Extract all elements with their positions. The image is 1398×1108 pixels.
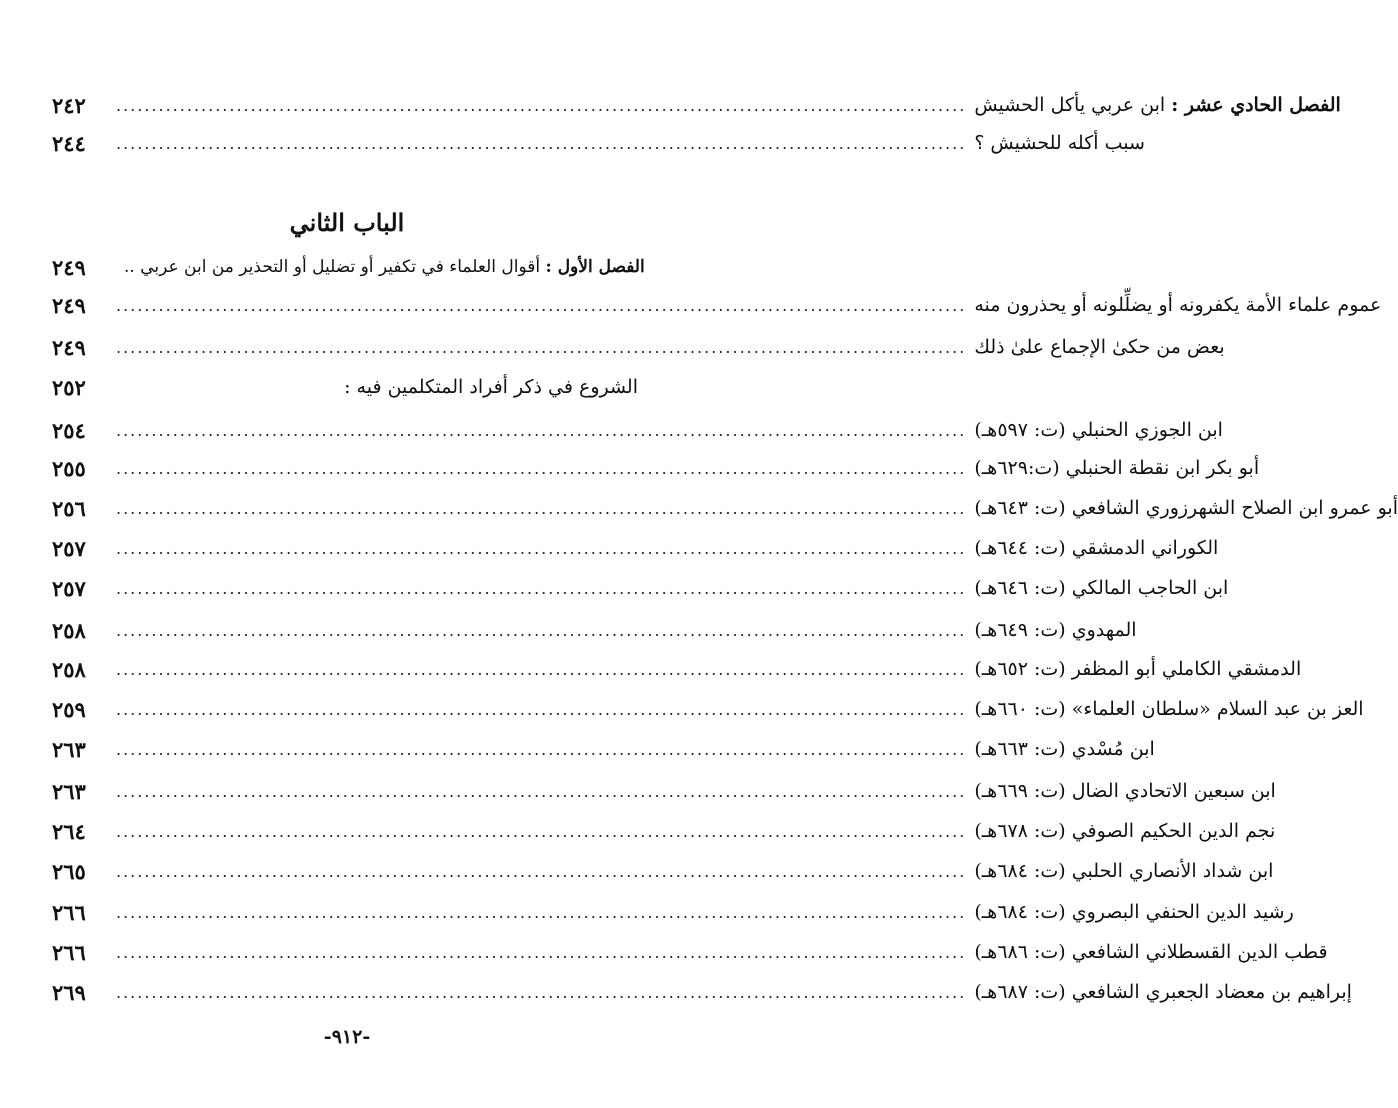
entry-title: أبو بكر ابن نقطة الحنبلي (ت:٦٢٩هـ) — [974, 457, 1260, 479]
toc-entry — [52, 812, 1276, 850]
entry-title: المهدوي (ت: ٦٤٩هـ) — [974, 619, 1137, 641]
page-footer-number: -٩١٢- — [323, 1026, 371, 1048]
toc-entry — [52, 569, 1229, 607]
page-number-ref: ٢٥٢ — [52, 374, 86, 400]
toc-entry — [52, 368, 638, 406]
page-number-ref: ٢٤٩ — [52, 254, 86, 280]
page-number-ref: ٢٦٩ — [52, 979, 86, 1005]
toc-entry — [52, 286, 1382, 324]
page-number-ref: ٢٤٤ — [52, 130, 86, 156]
toc-entry — [52, 973, 1352, 1011]
dot-leader: ........................................................................................................................ — [116, 337, 967, 357]
entry-title: ابن مُسْدي (ت: ٦٦٣هـ) — [974, 738, 1155, 760]
dot-leader: ........................................................................................................................ — [116, 420, 967, 440]
entry-title: عموم علماء الأمة يكفرونه أو يضلِّلونه أو يحذرون منه — [974, 294, 1382, 316]
page-number-ref: ٢٦٣ — [52, 778, 86, 804]
entry-text: سبب أكله للحشيش ؟ — [974, 132, 1145, 154]
entry-title: أبو عمرو ابن الصلاح الشهرزوري الشافعي (ت: ٦٤٣هـ) — [974, 497, 1398, 519]
page-number-ref: ٢٥٧ — [52, 535, 86, 561]
dot-leader: ........................................................................................................................ — [116, 699, 967, 719]
toc-entry — [52, 328, 1225, 366]
entry-title — [974, 132, 1145, 154]
toc-entry — [52, 690, 1364, 728]
page-number-ref: ٢٤٩ — [52, 334, 86, 360]
dot-leader: ........................................................................................................................ — [116, 578, 967, 598]
toc-entry — [52, 933, 1328, 971]
dot-leader: ........................................................................................................................ — [116, 659, 967, 679]
entry-title: الكوراني الدمشقي (ت: ٦٤٤هـ) — [974, 537, 1219, 559]
entry-title: إبراهيم بن معضاد الجعبري الشافعي (ت: ٦٨٧هـ) — [974, 981, 1352, 1003]
entry-title: نجم الدين الحكيم الصوفي (ت: ٦٧٨هـ) — [974, 820, 1276, 842]
dot-leader: ........................................................................................................................ — [116, 982, 967, 1002]
entry-title — [124, 257, 645, 277]
toc-entry — [52, 248, 645, 286]
dot-leader: ........................................................................................................................ — [116, 133, 967, 153]
dot-leader: ........................................................................................................................ — [116, 942, 967, 962]
chapter-label: الفصل الأول : — [545, 257, 645, 277]
dot-leader: ........................................................................................................................ — [116, 95, 967, 115]
toc-entry — [52, 893, 1294, 931]
entry-title: ابن سبعين الاتحادي الضال (ت: ٦٦٩هـ) — [974, 780, 1276, 802]
toc-entry — [52, 411, 1223, 449]
entry-text: ابن عربي يأكل الحشيش — [974, 94, 1172, 116]
page-number-ref: ٢٦٣ — [52, 736, 86, 762]
page-number-ref: ٢٦٤ — [52, 818, 86, 844]
toc-entry — [52, 529, 1219, 567]
entry-title: بعض من حكىٰ الإجماع علىٰ ذلك — [974, 336, 1225, 358]
toc-entry — [52, 86, 1341, 124]
page-number-ref: ٢٥٥ — [52, 455, 86, 481]
toc-entry — [52, 611, 1137, 649]
entry-title: قطب الدين القسطلاني الشافعي (ت: ٦٨٦هـ) — [974, 941, 1328, 963]
page-number-ref: ٢٥٩ — [52, 696, 86, 722]
page-number-ref: ٢٥٦ — [52, 495, 86, 521]
dot-leader: ........................................................................................................................ — [116, 538, 967, 558]
toc-entry — [52, 730, 1155, 768]
entry-title: ابن الحاجب المالكي (ت: ٦٤٦هـ) — [974, 577, 1229, 599]
toc-entry — [52, 650, 1302, 688]
entry-title: الدمشقي الكاملي أبو المظفر (ت: ٦٥٢هـ) — [974, 658, 1302, 680]
entry-title: الشروع في ذكر أفراد المتكلمين فيه : — [344, 376, 638, 398]
dot-leader: ........................................................................................................................ — [116, 821, 967, 841]
dot-leader: ........................................................................................................................ — [116, 295, 967, 315]
entry-title: رشيد الدين الحنفي البصروي (ت: ٦٨٤هـ) — [974, 901, 1294, 923]
page-number-ref: ٢٥٧ — [52, 575, 86, 601]
dot-leader: ........................................................................................................................ — [116, 458, 967, 478]
page-number-ref: ٢٥٨ — [52, 617, 86, 643]
entry-title: ابن شداد الأنصاري الحلبي (ت: ٦٨٤هـ) — [974, 860, 1274, 882]
chapter-label: الفصل الحادي عشر : — [1171, 94, 1341, 116]
page-number-ref: ٢٥٤ — [52, 417, 86, 443]
page-number-ref: ٢٤٩ — [52, 292, 86, 318]
dot-leader: ........................................................................................................................ — [116, 781, 967, 801]
dot-leader: ........................................................................................................................ — [116, 739, 967, 759]
page-number-ref: ٢٦٥ — [52, 858, 86, 884]
entry-title: ابن الجوزي الحنبلي (ت: ٥٩٧هـ) — [974, 419, 1223, 441]
toc-entry — [52, 124, 1145, 162]
dot-leader: ........................................................................................................................ — [116, 498, 967, 518]
page-number-ref: ٢٤٢ — [52, 92, 86, 118]
page-number-ref: ٢٦٦ — [52, 899, 86, 925]
toc-entry — [52, 772, 1276, 810]
page-number-ref: ٢٥٨ — [52, 656, 86, 682]
entry-title — [974, 94, 1341, 116]
entry-text: أقوال العلماء في تكفير أو تضليل أو التحذير من ابن عربي .. — [124, 257, 546, 277]
entry-title: العز بن عبد السلام «سلطان العلماء» (ت: ٦٦٠هـ) — [974, 698, 1364, 720]
toc-entry — [52, 449, 1260, 487]
dot-leader: ........................................................................................................................ — [116, 620, 967, 640]
toc-entry — [52, 852, 1274, 890]
page-number-ref: ٢٦٦ — [52, 939, 86, 965]
dot-leader: ........................................................................................................................ — [116, 902, 967, 922]
dot-leader: ........................................................................................................................ — [116, 861, 967, 881]
toc-entry — [52, 489, 1398, 527]
section-heading: الباب الثاني — [289, 208, 405, 237]
